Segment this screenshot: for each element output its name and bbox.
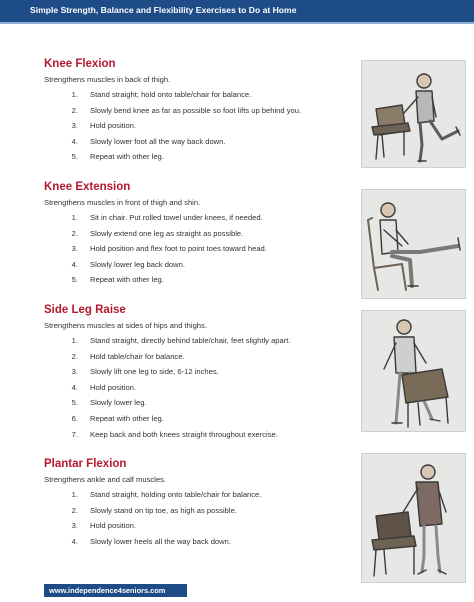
step-item bbox=[44, 226, 354, 242]
step-text: Stand straight, holding onto table/chair for balance. bbox=[90, 490, 262, 499]
step-number: 2. bbox=[71, 505, 78, 515]
step-item bbox=[44, 534, 354, 550]
step-item bbox=[44, 411, 354, 427]
step-text: Repeat with other leg. bbox=[90, 413, 164, 423]
section-title: Plantar Flexion bbox=[44, 458, 127, 470]
step-number: 5. bbox=[71, 152, 78, 162]
step-item bbox=[44, 487, 354, 503]
section-description: Strengthens ankle and calf muscles. bbox=[44, 475, 166, 484]
plantar-flexion-illustration bbox=[361, 453, 466, 583]
section-title: Knee Flexion bbox=[44, 58, 116, 70]
step-number: 4. bbox=[71, 536, 78, 546]
section-title: Side Leg Raise bbox=[44, 304, 126, 316]
step-item bbox=[44, 210, 354, 226]
step-text: Slowly lower foot all the way back down. bbox=[90, 136, 226, 146]
step-item bbox=[44, 103, 354, 119]
step-text: Repeat with other leg. bbox=[90, 275, 164, 285]
step-text: Hold position. bbox=[90, 521, 137, 531]
step-number: 1. bbox=[71, 490, 78, 499]
step-list bbox=[44, 487, 354, 549]
step-text: Slowly lower leg back down. bbox=[90, 259, 185, 269]
website-footer bbox=[44, 584, 187, 597]
website-url[interactable]: www.independence4seniors.com bbox=[49, 586, 166, 595]
step-item bbox=[44, 380, 354, 396]
step-item bbox=[44, 149, 354, 165]
knee-flexion-figure-icon bbox=[362, 61, 465, 167]
step-text: Stand straight, directly behind table/chair, feet slightly apart. bbox=[90, 336, 291, 345]
step-text: Keep back and both knees straight throughout exercise. bbox=[90, 429, 278, 439]
step-item bbox=[44, 395, 354, 411]
step-list bbox=[44, 87, 354, 165]
section-side-leg-raise bbox=[44, 303, 354, 442]
section-knee-extension bbox=[44, 180, 354, 288]
step-item bbox=[44, 364, 354, 380]
side-leg-raise-figure-icon bbox=[362, 311, 465, 431]
step-item bbox=[44, 272, 354, 288]
step-item bbox=[44, 134, 354, 150]
step-number: 4. bbox=[71, 259, 78, 269]
step-number: 4. bbox=[71, 136, 78, 146]
step-text: Stand straight; hold onto table/chair for balance. bbox=[90, 90, 252, 99]
step-text: Hold position and flex foot to point toes toward head. bbox=[90, 244, 267, 254]
section-description: Strengthens muscles in front of thigh and shin. bbox=[44, 198, 201, 207]
step-item bbox=[44, 257, 354, 273]
step-item bbox=[44, 518, 354, 534]
document-title: Simple Strength, Balance and Flexibility Exercises to Do at Home bbox=[30, 5, 297, 15]
step-number: 3. bbox=[71, 121, 78, 131]
step-item bbox=[44, 427, 354, 443]
step-number: 2. bbox=[71, 351, 78, 361]
step-text: Slowly stand on tip toe, as high as possible. bbox=[90, 505, 237, 515]
step-number: 2. bbox=[71, 228, 78, 238]
side-leg-raise-illustration bbox=[361, 310, 466, 432]
step-item bbox=[44, 349, 354, 365]
step-text: Slowly lift one leg to side, 6-12 inches. bbox=[90, 367, 219, 377]
step-text: Hold table/chair for balance. bbox=[90, 351, 185, 361]
step-number: 5. bbox=[71, 275, 78, 285]
header-divider bbox=[0, 22, 474, 24]
step-number: 3. bbox=[71, 367, 78, 377]
step-item bbox=[44, 241, 354, 257]
step-item bbox=[44, 503, 354, 519]
section-description: Strengthens muscles in back of thigh. bbox=[44, 75, 171, 84]
step-number: 1. bbox=[71, 336, 78, 345]
step-item bbox=[44, 87, 354, 103]
step-text: Hold position. bbox=[90, 382, 137, 392]
step-number: 1. bbox=[71, 213, 78, 222]
step-text: Slowly lower heels all the way back down. bbox=[90, 536, 231, 546]
plantar-flexion-figure-icon bbox=[362, 454, 465, 582]
section-plantar-flexion bbox=[44, 457, 354, 549]
step-list bbox=[44, 333, 354, 442]
step-list bbox=[44, 210, 354, 288]
header-bar bbox=[0, 0, 474, 22]
step-number: 5. bbox=[71, 398, 78, 408]
step-item bbox=[44, 118, 354, 134]
section-title: Knee Extension bbox=[44, 181, 131, 193]
step-text: Repeat with other leg. bbox=[90, 152, 164, 162]
step-text: Sit in chair. Put rolled towel under knees, if needed. bbox=[90, 213, 263, 222]
section-knee-flexion bbox=[44, 57, 354, 165]
knee-flexion-illustration bbox=[361, 60, 466, 168]
knee-extension-illustration bbox=[361, 189, 466, 299]
step-number: 4. bbox=[71, 382, 78, 392]
section-description: Strengthens muscles at sides of hips and thighs. bbox=[44, 321, 207, 330]
step-number: 3. bbox=[71, 521, 78, 531]
step-text: Slowly lower leg. bbox=[90, 398, 147, 408]
step-number: 1. bbox=[71, 90, 78, 99]
step-number: 2. bbox=[71, 105, 78, 115]
step-text: Slowly extend one leg as straight as possible. bbox=[90, 228, 244, 238]
step-text: Slowly bend knee as far as possible so foot lifts up behind you. bbox=[90, 105, 302, 115]
step-number: 7. bbox=[71, 429, 78, 439]
step-number: 6. bbox=[71, 413, 78, 423]
step-number: 3. bbox=[71, 244, 78, 254]
step-text: Hold position. bbox=[90, 121, 137, 131]
step-item bbox=[44, 333, 354, 349]
knee-extension-figure-icon bbox=[362, 190, 465, 298]
